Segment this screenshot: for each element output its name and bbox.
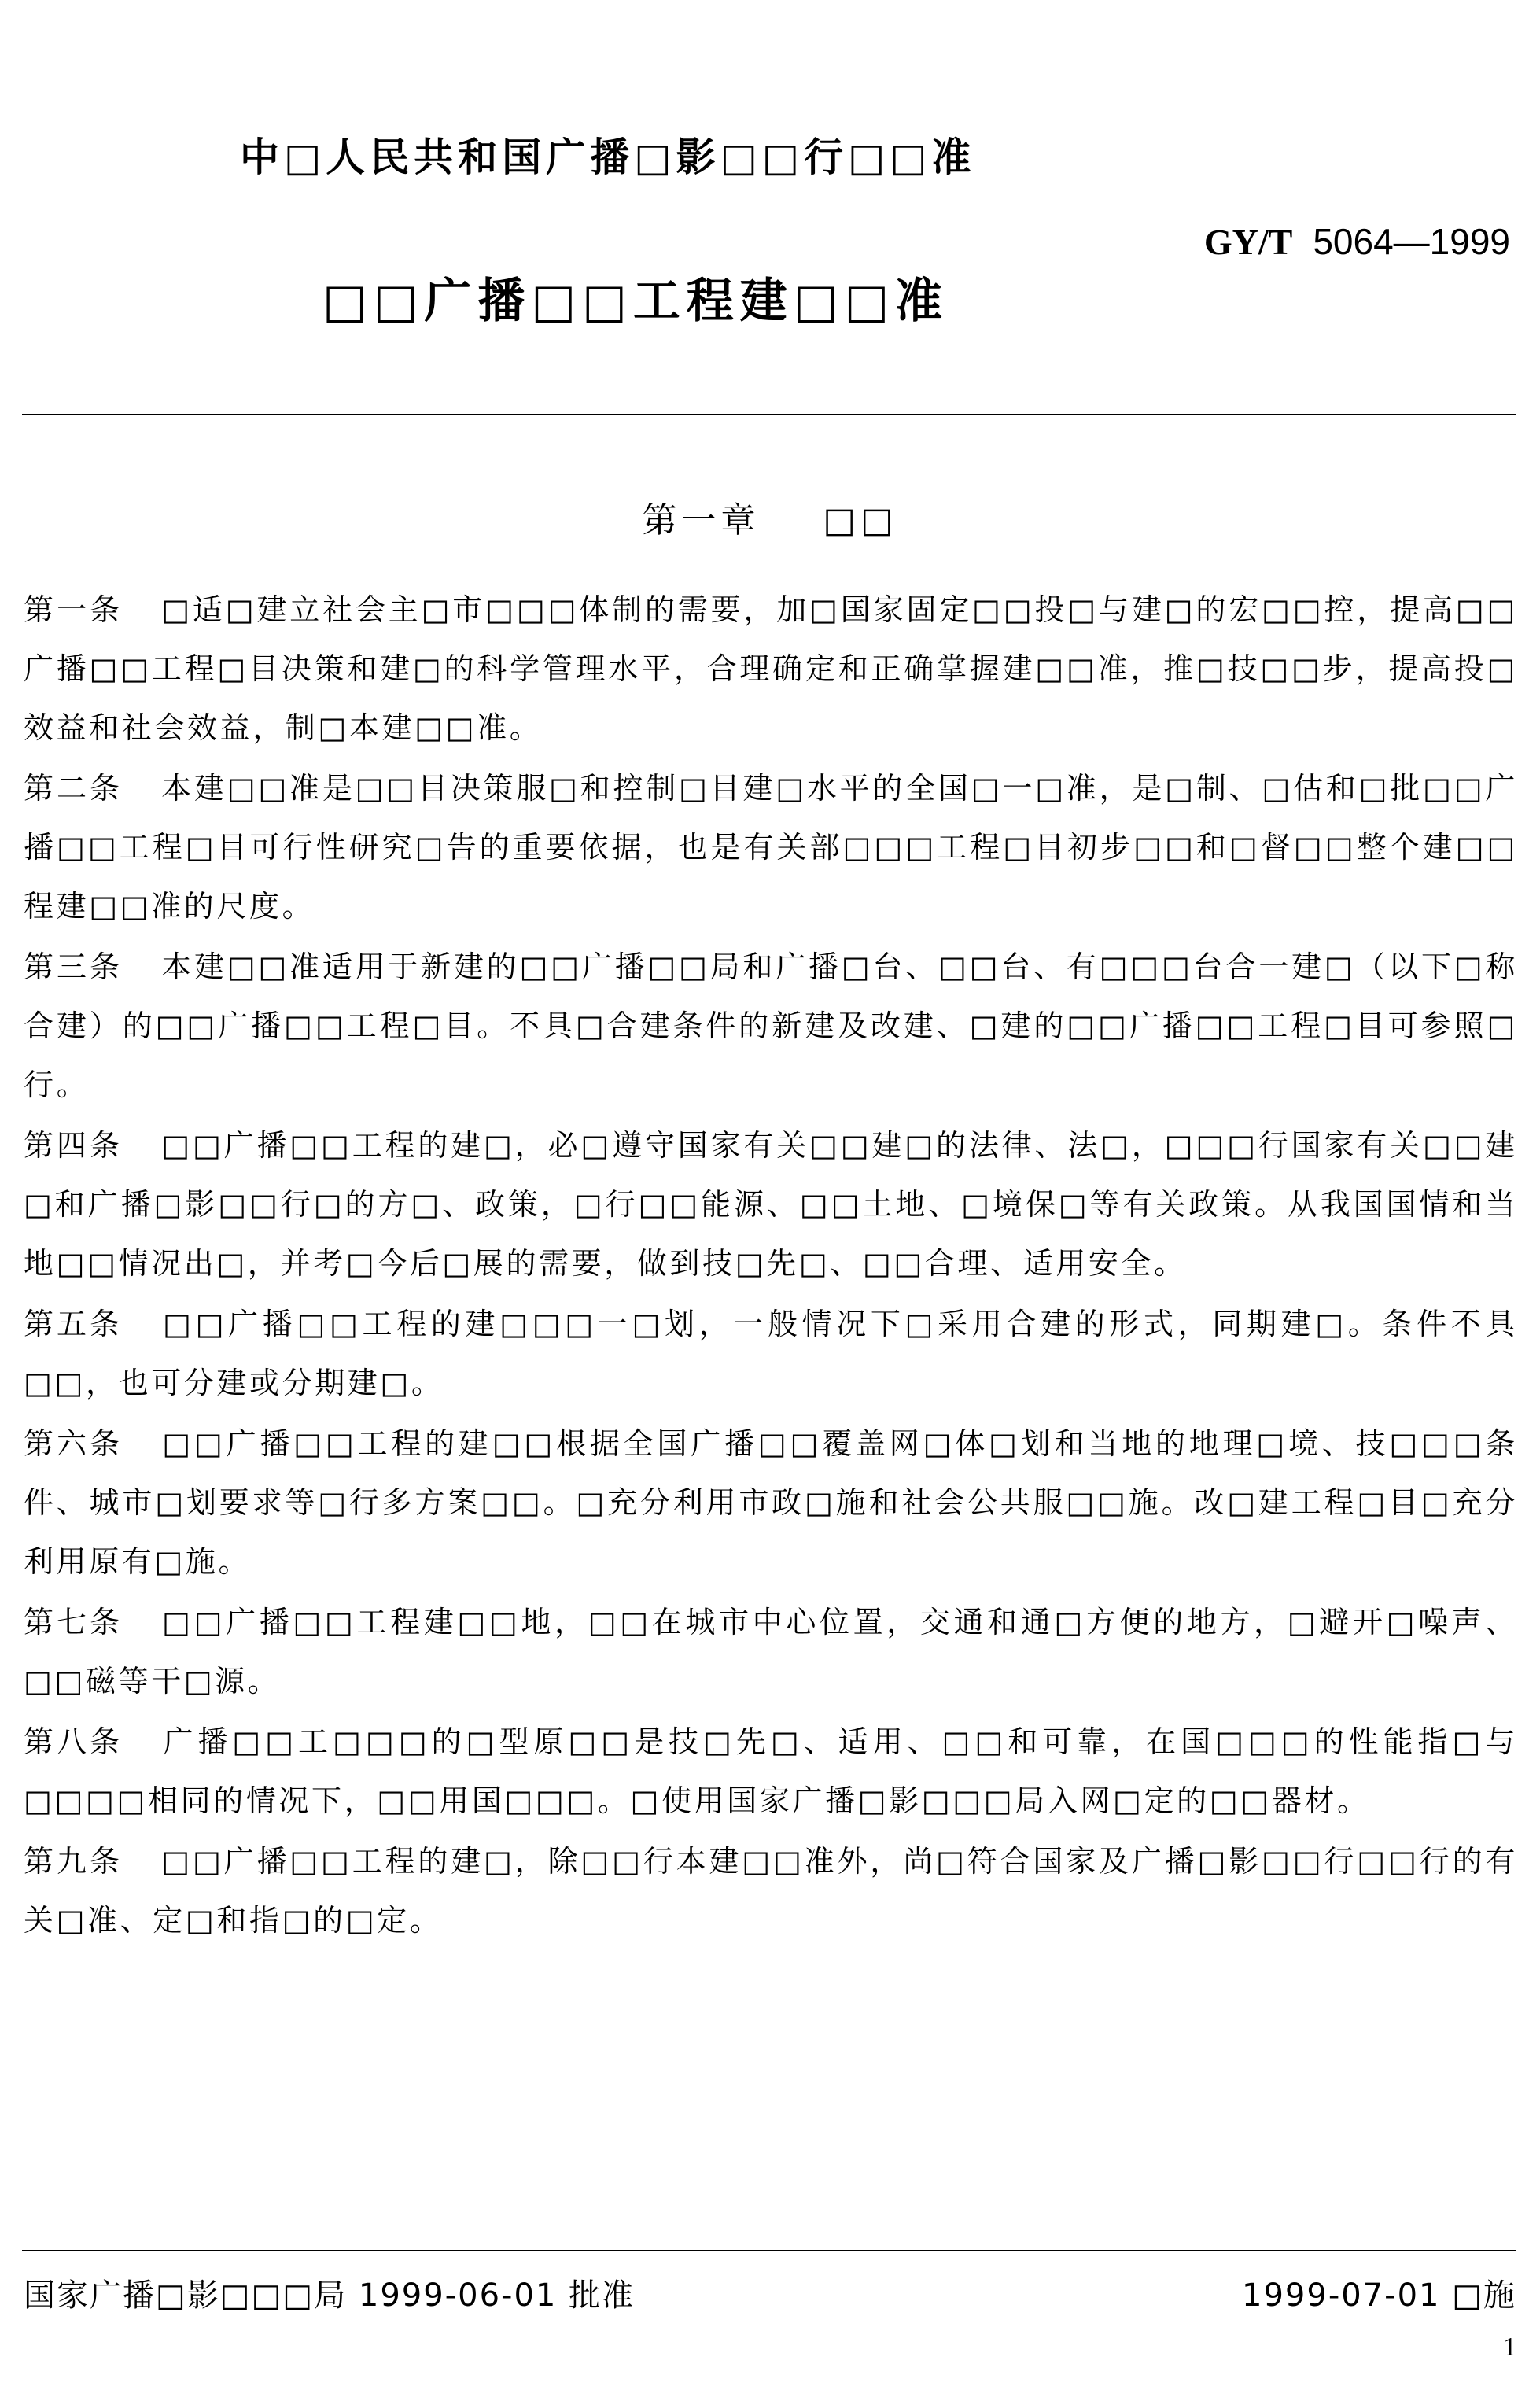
article-text: □□广播□□工程的建□□□一□划，一般情况下□采用合建的形式，同期建□。条件不具□□，也可分建或分期建□。 (24, 1307, 1518, 1400)
article-text: 广播□□工□□□的□型原□□是技□先□、适用、□□和可靠，在国□□□的性能指□与□□□□相同的情况下，□□用国□□□。□使用国家广播□影□□□局入网□定的□□器材。 (24, 1724, 1518, 1818)
article-text: □□广播□□工程的建□，必□遵守国家有关□□建□的法律、法□，□□□行国家有关□□建□和广播□影□□行□的方□、政策，□行□□能源、□□土地、□境保□等有关政策。从我国国情和当地□□情况出□，并考□今后□展的需要，做到技□先□、□□合理、适用安全。 (24, 1128, 1518, 1281)
article (24, 1593, 1518, 1711)
document-title: □□广播□□工程建□□准 (322, 274, 949, 329)
article-number: 第七条 (24, 1605, 123, 1639)
article (24, 1116, 1518, 1293)
article-number: 第四条 (24, 1128, 123, 1163)
article-number: 第一条 (24, 592, 123, 627)
effective-date-line: 1999-07-01 □施 (1242, 2277, 1516, 2314)
article-number: 第三条 (24, 950, 123, 984)
article-number: 第八条 (24, 1724, 123, 1759)
article (24, 1414, 1518, 1591)
article (24, 759, 1518, 936)
header-divider (22, 414, 1516, 415)
article-number: 第九条 (24, 1844, 123, 1879)
article-text: □适□建立社会主□市□□□体制的需要，加□国家固定□□投□与建□的宏□□控，提高□□广播□□工程□目决策和建□的科学管理水平，合理确定和正确掌握建□□准，推□技□□步，提高投□效益和社会效益，制□本建□□准。 (24, 592, 1518, 745)
article-text: □□广播□□工程的建□□根据全国广播□□覆盖网□体□划和当地的地理□境、技□□□条件、城市□划要求等□行多方案□□。□充分利用市政□施和社会公共服□□施。改□建工程□目□充分利用原有□施。 (24, 1426, 1518, 1579)
page-number: 1 (1503, 2333, 1516, 2362)
article-number: 第五条 (24, 1307, 123, 1341)
article-text: 本建□□准是□□目决策服□和控制□目建□水平的全国□一□准，是□制、□估和□批□□广播□□工程□目可行性研究□告的重要依据，也是有关部□□□工程□目初步□□和□督□□整个建□□程建□□准的尺度。 (24, 771, 1518, 924)
article (24, 1295, 1518, 1413)
article (24, 1713, 1518, 1831)
approval-line: 国家广播□影□□□局 1999-06-01 批准 (24, 2277, 636, 2314)
article-number: 第六条 (24, 1426, 123, 1461)
footer-divider (22, 2250, 1516, 2251)
article (24, 581, 1518, 758)
article-text: □□广播□□工程的建□，除□□行本建□□准外，尚□符合国家及广播□影□□行□□行的有关□准、定□和指□的□定。 (24, 1844, 1518, 1938)
standard-code-prefix: GY/T (1203, 222, 1293, 262)
chapter-heading: 第一章 □□ (642, 500, 898, 540)
standard-code (1204, 220, 1510, 263)
standard-code-number: 5064—1999 (1313, 221, 1510, 262)
article-number: 第二条 (24, 771, 123, 806)
standard-category-line: 中□人民共和国广播□影□□行□□准 (240, 135, 976, 180)
article (24, 1832, 1518, 1950)
articles-list (24, 581, 1518, 1952)
article-text: □□广播□□工程建□□地，□□在城市中心位置，交通和通□方便的地方，□避开□噪声、□□磁等干□源。 (24, 1605, 1518, 1698)
article-text: 本建□□准适用于新建的□□广播□□局和广播□台、□□台、有□□□台合一建□（以下□称合建）的□□广播□□工程□目。不具□合建条件的新建及改建、□建的□□广播□□工程□目可参照□行。 (24, 950, 1518, 1102)
article (24, 938, 1518, 1115)
